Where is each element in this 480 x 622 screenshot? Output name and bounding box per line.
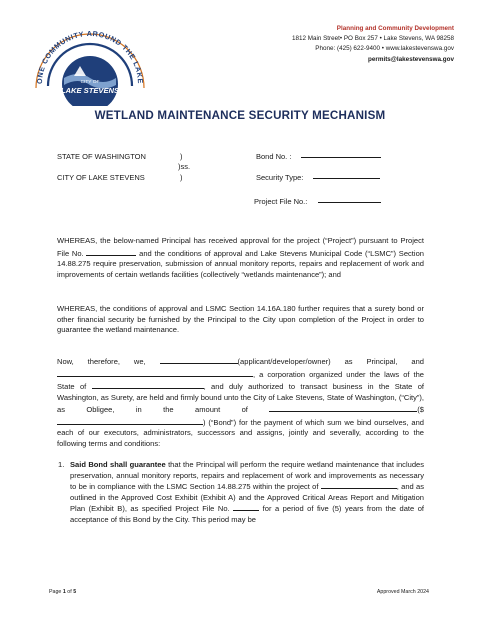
surety-name-field[interactable]: [57, 368, 253, 377]
security-type-field[interactable]: [313, 171, 380, 179]
whereas-paragraph-2: [57, 304, 424, 336]
caption-paren-1: ): [180, 152, 183, 161]
department-address: 1812 Main Street• PO Box 257 • Lake Stevens, WA 98258: [291, 35, 454, 43]
project-file-field[interactable]: [318, 195, 381, 203]
therefore-text-6: ) (“Bond”) for the payment of which sum we bind ourselves, and each of our executors, administrators, successors and assigns, jointly and severally, according to the following terms and conditions:: [57, 417, 424, 448]
bond-number-field[interactable]: [301, 150, 381, 158]
principal-name-field[interactable]: [160, 355, 238, 364]
page-of-label: of: [67, 589, 72, 595]
bond-amount-words-field[interactable]: [269, 403, 417, 412]
caption-state: STATE OF WASHINGTON: [57, 152, 146, 161]
page-label: Page: [49, 589, 62, 595]
logo-city-of: CITY OF: [80, 80, 100, 85]
page-total: 5: [73, 589, 77, 595]
item-1-text-2: , and as outlined in the Approved Cost Exhibit (Exhibit A) and the Approved Critical Areas Report and Mitigation Plan (Exhibit B), as specified Project File No.: [70, 482, 424, 514]
whereas-1-text-a: WHEREAS, the below-named Principal has received approval for the project (“Project”) pursuant to Project File No.: [57, 236, 424, 258]
logo-ring-text: ONE COMMUNITY AROUND THE LAKE: [34, 28, 146, 85]
department-email: permits@lakestevenswa.gov: [368, 55, 454, 63]
document-title: WETLAND MAINTENANCE SECURITY MECHANISM: [94, 109, 386, 122]
caption-ss: )ss.: [178, 162, 191, 171]
therefore-text-4: , and duly authorized to transact business in the State of Washington, as Surety, are held and firmly bound unto the City of Lake Stevens, State of Washington, (“City”), as Obligee, in the amount of: [57, 382, 424, 415]
item-1-number: 1.: [58, 460, 65, 469]
item-1-heading: Said Bond shall guarantee: [70, 460, 166, 469]
department-header: [292, 24, 454, 65]
therefore-text-5: ($: [417, 405, 424, 415]
project-name-field[interactable]: [321, 481, 397, 489]
bond-number-label: Bond No. :: [256, 152, 292, 161]
page-number: [49, 589, 76, 595]
approval-date: Approved March 2024: [376, 589, 429, 595]
whereas-1-text-b: and the conditions of approval and Lake Stevens Municipal Code (“LSMC”) Section 14.88.275 require preservation, submission of annual monitory reports, repairs and replacement of work and improvements of certain wetlands facilities (collectively “wetlands maintenance”); and: [57, 248, 424, 279]
whereas-paragraph-1: [57, 236, 424, 280]
therefore-text-3: , a corporation organized under the laws of the State of: [57, 369, 424, 392]
bond-amount-number-field[interactable]: [57, 416, 203, 425]
therefore-text-1: Now, therefore, we,: [57, 357, 146, 366]
therefore-paragraph: [57, 355, 424, 449]
therefore-text-2: (applicant/developer/owner) as Principal, and: [237, 357, 424, 366]
city-logo: [28, 22, 152, 106]
logo-name: LAKE STEVENS: [60, 86, 120, 95]
whereas-2-text: WHEREAS, the conditions of approval and LSMC Section 14.16A.180 further requires that a surety bond or other financial security be furnished by the Principal to the City upon completion of the Project in order to guarantee the wetland maintenance.: [57, 304, 424, 335]
project-file-number-field[interactable]: [86, 247, 136, 256]
project-file-label: Project File No.:: [254, 197, 308, 206]
surety-state-field[interactable]: [92, 380, 204, 389]
department-phone-web: Phone: (425) 622-9400 • www.lakestevenswa.gov: [315, 45, 454, 53]
caption-paren-2: ): [180, 173, 183, 182]
item-1-text-3: for a period of five (5) years from the date of acceptance of this Bond by the City. This period may be: [70, 504, 424, 524]
page-current: 1: [62, 589, 66, 595]
security-type-label: Security Type:: [256, 173, 304, 182]
department-name: Planning and Community Development: [336, 25, 454, 32]
item-1-project-file-field[interactable]: [233, 503, 259, 511]
terms-item-1: [58, 460, 424, 525]
item-1-text-1: that the Principal will perform the require wetland maintenance that includes preservation, annual monitory reports, repairs and replacement of work and improvements as necessary to be in compliance with the LSMC Section 14.88.275 within the project of: [70, 460, 424, 492]
caption-county: CITY OF LAKE STEVENS: [57, 173, 145, 182]
